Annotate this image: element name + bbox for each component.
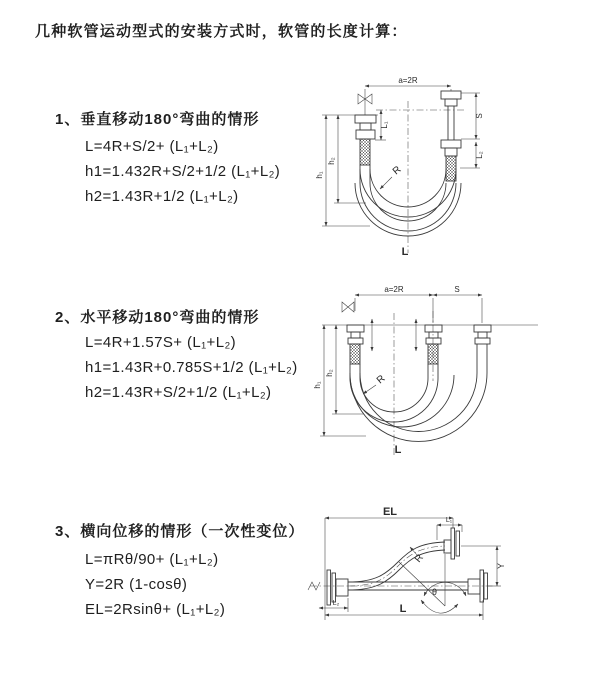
diagram-horizontal-180-bend xyxy=(306,281,596,466)
section-1-formula-L: L=4R+S/2+ (L₁+L₂) xyxy=(85,138,219,155)
section-3-formula-EL: EL=2Rsinθ+ (L₁+L₂) xyxy=(85,601,226,618)
radius-label: R xyxy=(390,164,404,178)
dim-label-a2r: a=2R xyxy=(398,76,418,85)
hose-u-bends xyxy=(350,373,487,441)
section-2-heading: 2、水平移动180°弯曲的情形 xyxy=(55,309,260,326)
dim-label-h2: h₂ xyxy=(325,369,334,377)
dim-label-h1: h₁ xyxy=(315,171,324,179)
section-1-formula-h2: h2=1.43R+1/2 (L₁+L₂) xyxy=(85,188,239,205)
dim-label-a2r: a=2R xyxy=(384,285,404,294)
dim-label-l: L xyxy=(394,444,402,456)
angle-construction xyxy=(399,554,466,613)
dim-label-l: L xyxy=(401,246,409,258)
break-mark xyxy=(308,582,320,590)
angle-label: θ xyxy=(432,587,438,597)
dim-label-h2: h₂ xyxy=(327,157,336,165)
section-3-heading: 3、横向位移的情形（一次性变位） xyxy=(55,523,305,540)
dim-label-l1: L₁ xyxy=(380,121,389,129)
dim-label-s: S xyxy=(475,113,484,119)
right-fitting-moved-position xyxy=(474,325,491,373)
dim-label-l2: L₂ xyxy=(475,151,484,159)
dim-label-el: EL xyxy=(382,506,398,518)
section-1-formula-h1: h1=1.432R+S/2+1/2 (L₁+L₂) xyxy=(85,163,281,180)
section-2-formula-h1: h1=1.43R+0.785S+1/2 (L₁+L₂) xyxy=(85,359,298,376)
radius-leader xyxy=(380,177,392,189)
dim-label-l1: L₁ xyxy=(445,517,453,524)
radius-leader xyxy=(363,385,376,394)
section-3-formula-Y: Y=2R (1-cosθ) xyxy=(85,576,188,593)
page-title: 几种软管运动型式的安装方式时，软管的长度计算： xyxy=(35,23,408,40)
radius-label: R xyxy=(374,373,388,387)
left-fitting xyxy=(347,325,364,378)
hose-s-curve xyxy=(348,542,445,590)
dim-label-l2: L₂ xyxy=(332,600,340,607)
dim-label-s: S xyxy=(454,285,460,294)
section-2-formula-h2: h2=1.43R+S/2+1/2 (L₁+L₂) xyxy=(85,384,272,401)
section-1-heading: 1、垂直移动180°弯曲的情形 xyxy=(55,111,260,128)
middle-fitting-original-position xyxy=(425,325,442,378)
section-3-formula-L: L=πRθ/90+ (L₁+L₂) xyxy=(85,551,219,568)
dim-label-l: L xyxy=(399,603,407,615)
dim-label-h1: h₁ xyxy=(313,381,322,389)
right-fitting-positions xyxy=(441,91,461,181)
diagram-lateral-displacement xyxy=(298,500,598,670)
left-fitting xyxy=(355,115,376,183)
section-2-formula-L: L=4R+1.57S+ (L₁+L₂) xyxy=(85,334,237,351)
bowtie-mark-icon xyxy=(342,302,354,312)
radius-label: R xyxy=(412,552,426,565)
upper-flange-displaced xyxy=(444,528,460,559)
dim-label-y: Y xyxy=(496,562,506,570)
diagram-vertical-180-bend xyxy=(308,73,593,258)
